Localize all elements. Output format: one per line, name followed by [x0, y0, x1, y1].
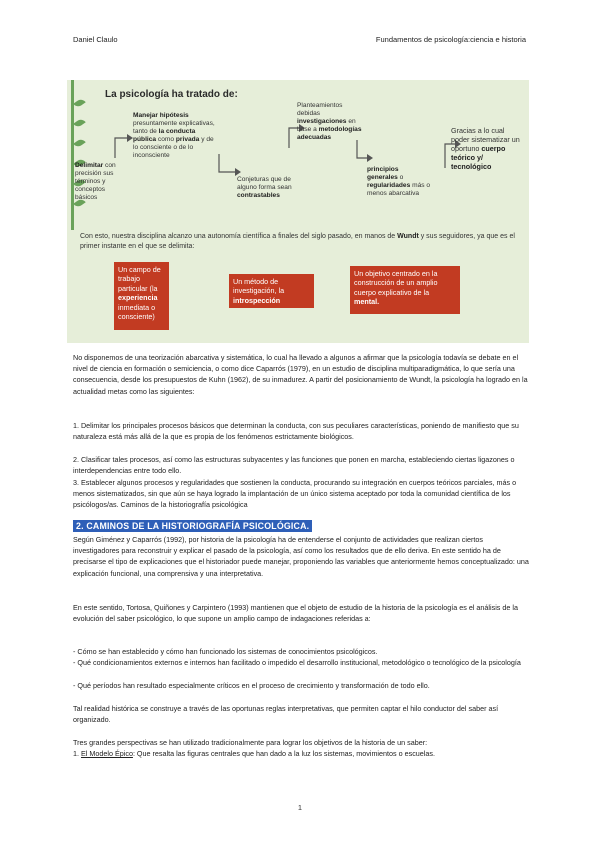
arrow-4	[357, 140, 367, 158]
delimitar-node: Delimitar con precisión sus términos y conceptos básicos	[75, 162, 116, 201]
conjeturas-node: Conjeturas que de alguno forma sean contrastables	[237, 176, 292, 199]
list-item-2: 2. Clasificar tales procesos, así como las estructuras subyacentes y las funciones que ponen en marcha, estableciendo ciertas ligazones o interdependencias entre todo ello.	[73, 455, 515, 476]
page-number: 1	[297, 803, 303, 812]
modelo-epico-term: El Modelo Épico	[81, 749, 133, 758]
diagram-title: La psicología ha tratado de:	[105, 89, 238, 100]
paragraph-definition: Según Giménez y Caparrós (1992), por historia de la psicología ha de entenderse el conjunto de actividades que realizan ciertos investigadores para reconstruir y explicar el pasado de la psicología, así como los resultados que de ello deriva. En este sentido ha de precisarse el tipo de explicaciones que el historiador puede manejar, proponiendo las variables que anteriormente hemos conceptualizado: una explicación funcional, una comprensiva y una interpretativa.	[73, 535, 529, 578]
paragraph-tortosa: En este sentido, Tortosa, Quiñones y Carpintero (1993) mantienen que el objeto de estudio de la historia de la psicología es el análisis de la evolución del saber psicológico, lo que supone un amplio campo de indagaciones referidas a:	[73, 603, 518, 624]
arrow-2	[219, 154, 235, 172]
header-author: Daniel Claulo	[73, 35, 118, 44]
box-objetivo: Un objetivo centrado en la construcción de un amplio cuerpo explicativo de la mental.	[350, 266, 460, 314]
bullet-2: - Qué condicionamientos externos e internos han facilitado o impedido el desarrollo institucional, metodológico o tecnológico de la psicología	[73, 658, 521, 667]
diagram-description: Con esto, nuestra disciplina alcanzo una autonomía científica a finales del siglo pasado, en manos de Wundt y sus seguidores, ya que es el primer instante en el que se delimita:	[80, 233, 515, 250]
box-metodo: Un método de investigación, la introspección	[229, 274, 314, 308]
paragraph-realidad: Tal realidad histórica se construye a través de las oportunas reglas interpretativas, que permiten captar el hilo conductor del saber así organizado.	[73, 704, 499, 725]
arrow-1	[115, 138, 127, 158]
psychology-diagram	[67, 80, 529, 343]
list-item-1: 1. Delimitar los principales procesos básicos que determinan la conducta, con sus peculiares características, poniendo de manifiesto que su naturaleza está más allá de la que es propia de los fenómenos estrictamente biológicos.	[73, 421, 519, 442]
bullet-3: - Qué períodos han resultado especialmente críticos en el proceso de crecimiento y transformación de todo ello.	[73, 681, 430, 690]
paragraph-intro: No disponemos de una teorización abarcativa y sistemática, lo cual ha llevado a algunos a afirmar que la psicología todavía se debate en el nivel de ciencia en formación o semiciencia, o como dice Caparrós (1979), en un estudio de disciplina multiparadigmática, lo que sería una consecuencia, desde los presupuestos de Kuhn (1962), de su inmadurez. A partir del posicionamiento de Wundt, la psicología ha logrado en la actualidad metas como las siguientes:	[73, 353, 528, 396]
paragraph-perspectivas: Tres grandes perspectivas se han utilizado tradicionalmente para lograr los objetivos de la historia de un saber:	[73, 738, 428, 747]
manejar-node: Manejar hipótesis presuntamente explicativas, tanto de la conducta pública como privada y de lo consciente o de lo inconsciente	[133, 112, 215, 159]
bullet-1: - Cómo se han establecido y cómo han funcionado los sistemas de conocimientos psicológicos.	[73, 647, 378, 656]
section-heading: 2. CAMINOS DE LA HISTORIOGRAFÍA PSICOLÓGICA.	[73, 520, 312, 532]
paragraph-modelo-epico: 1. El Modelo Épico: Que resalta las figuras centrales que han dado a la luz los sistemas, movimientos o escuelas.	[73, 749, 435, 758]
list-item-3: 3. Establecer algunos procesos y regularidades que sostienen la conducta, procurando su integración en cuerpos teóricos parciales, más o menos sistematizados, sin que aún se haya logrado la implantación de un único sistema aceptado por toda la comunidad científica de los psicólogos/as. Caminos de la historiografía psicológica	[73, 478, 517, 510]
header-course: Fundamentos de psicología:ciencia e historia	[375, 35, 526, 44]
box-campo-trabajo: Un campo de trabajo particular (la experiencia inmediata o consciente)	[114, 262, 169, 330]
planteamientos-node: Planteamientos debidas investigaciones en base a metodologías adecuadas	[297, 102, 362, 141]
principios-node: principios generales o regularidades más o menos abarcativa	[367, 166, 431, 197]
gracias-node: Gracias a lo cual poder sistematizar un oportuno cuerpo teórico y/ tecnológico	[451, 126, 520, 171]
